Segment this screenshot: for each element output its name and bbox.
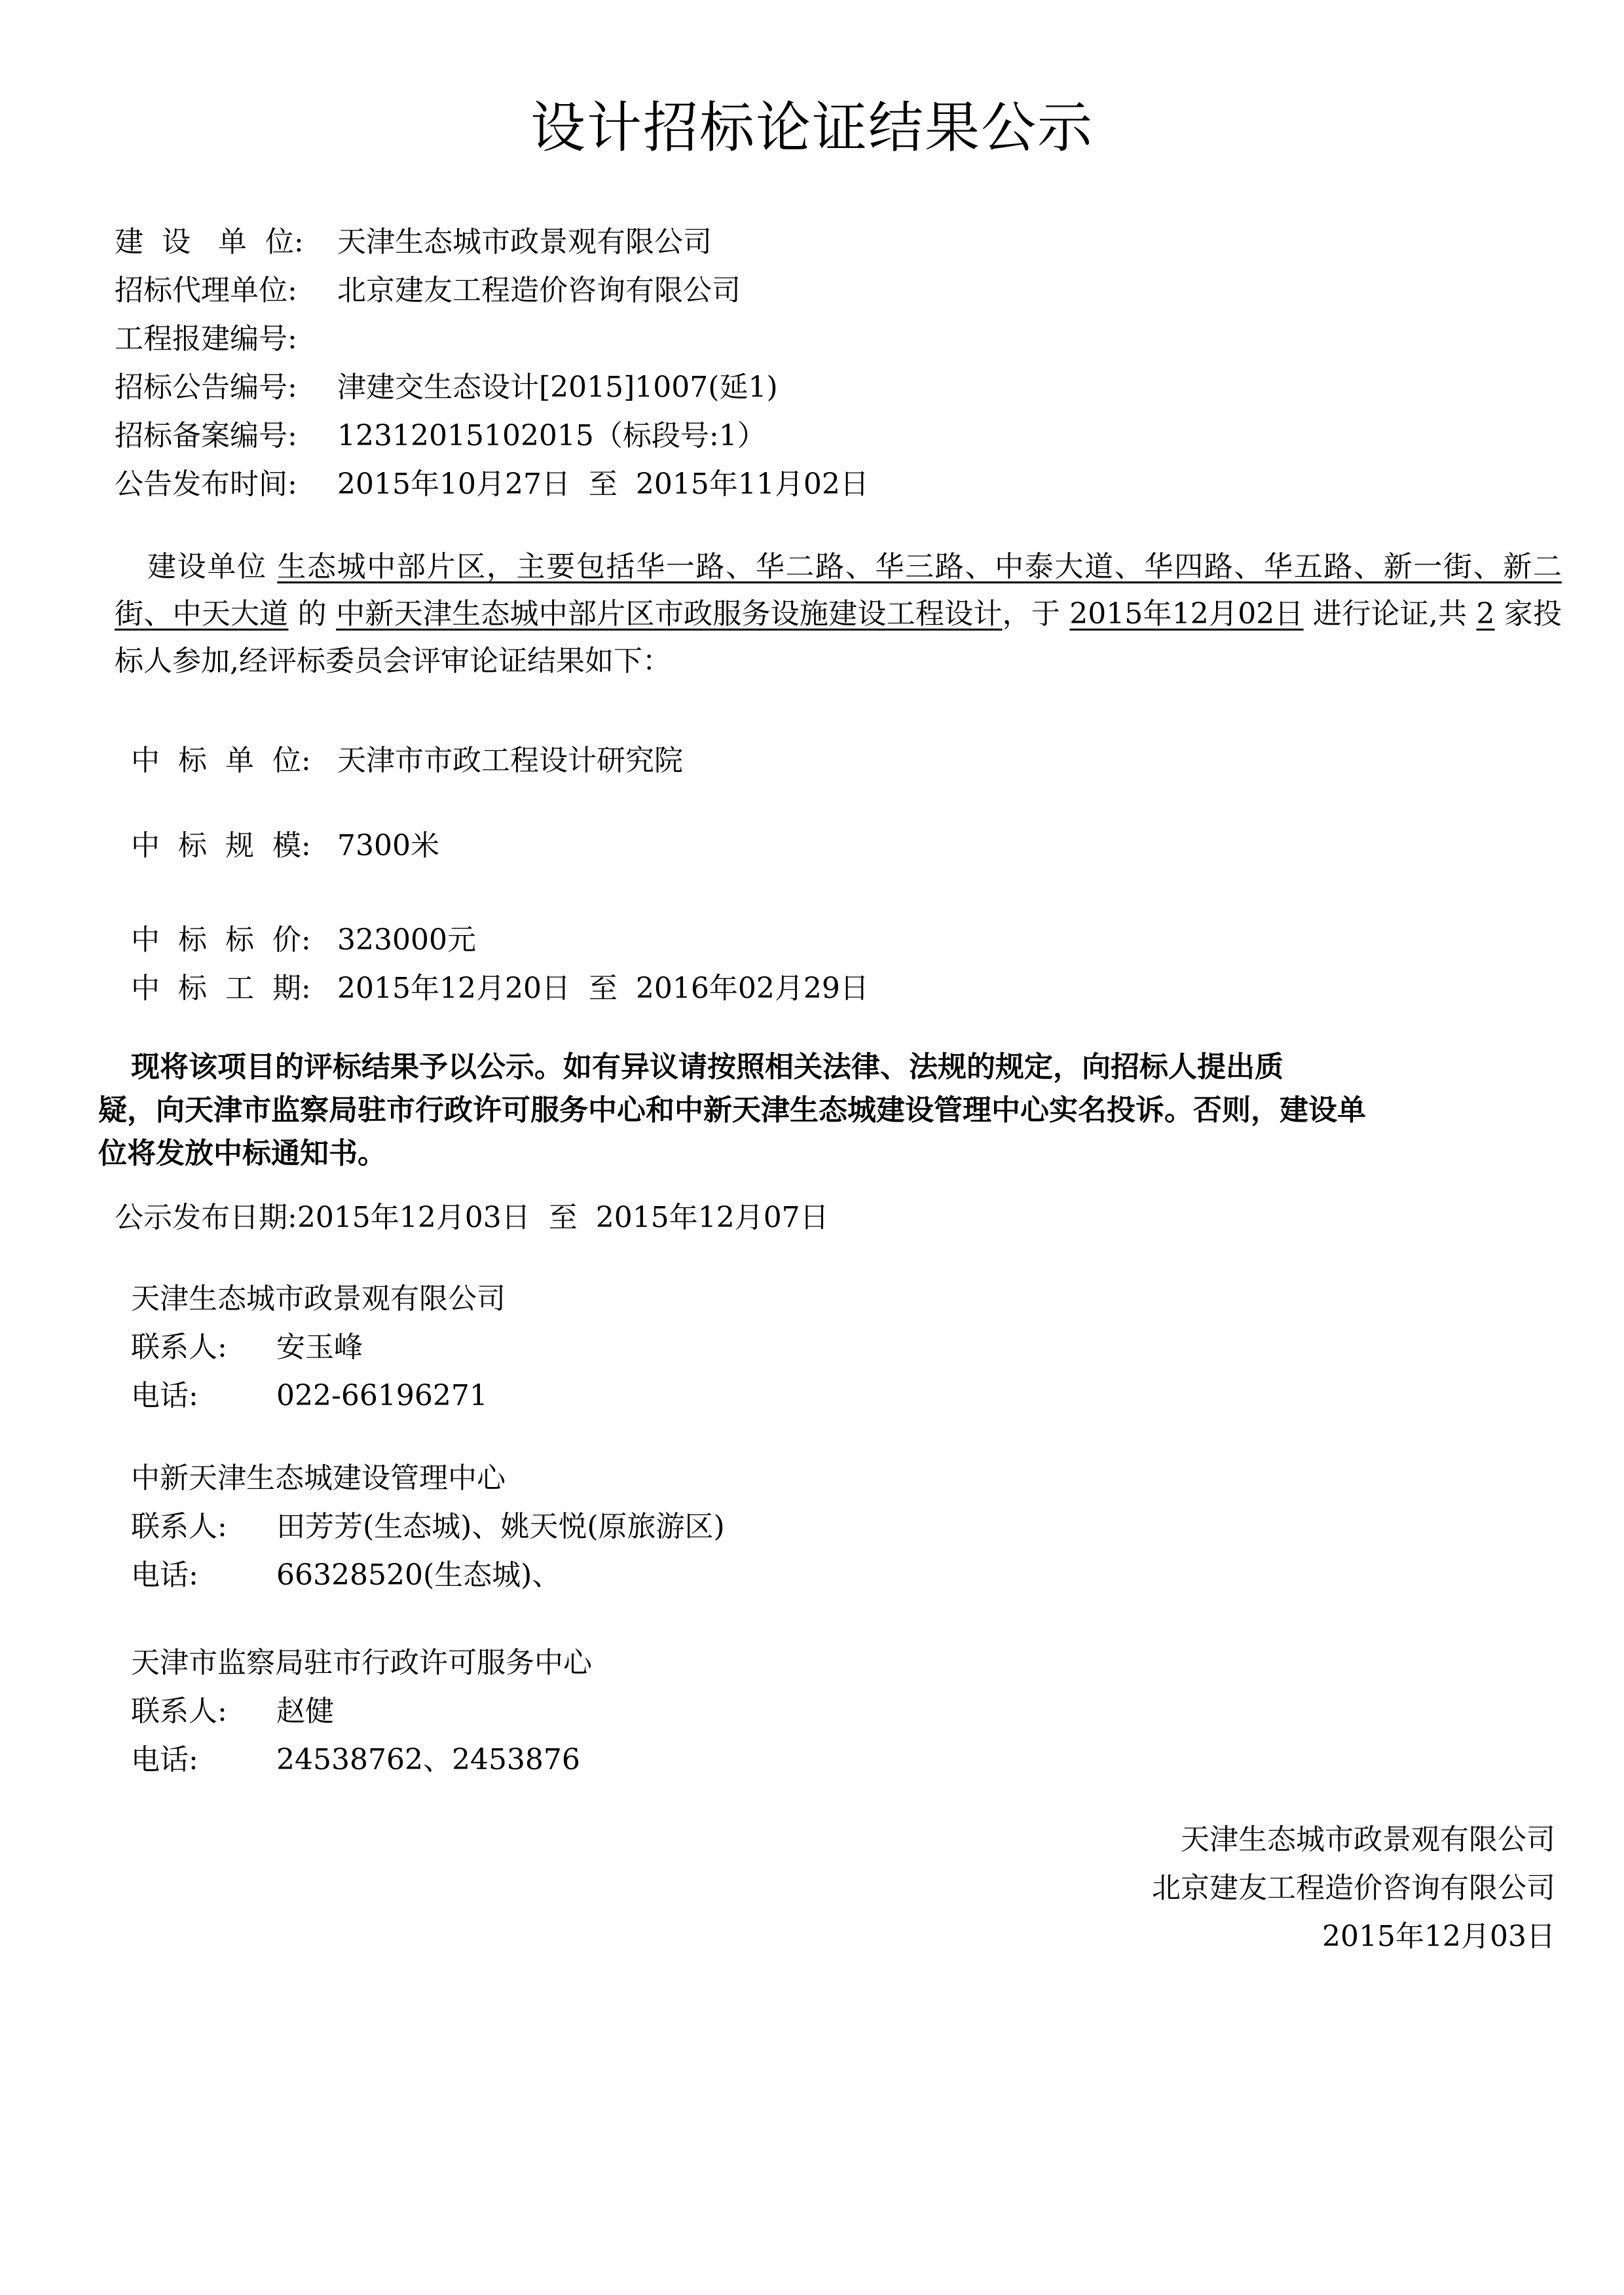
signature-date: 2015年12月03日 — [1322, 1920, 1555, 1953]
intro-at: ，于 — [1002, 597, 1061, 631]
period-label: 中 标 工 期: — [131, 972, 311, 1005]
price-label: 中 标 标 价: — [131, 923, 311, 957]
publish-time-label: 公告发布时间: — [115, 468, 297, 501]
publish-time-value: 2015年10月27日 至 2015年11月02日 — [337, 468, 869, 501]
announcement-line-2: 疑，向天津市监察局驻市行政许可服务中心和中新天津生态城建设管理中心实名投诉。否则，建设单 — [98, 1093, 1366, 1127]
contact-org-2: 中新天津生态城建设管理中心 — [131, 1461, 506, 1495]
intro-count: 2 — [1476, 597, 1495, 631]
notice-no-label: 招标公告编号: — [115, 371, 297, 404]
contact-org-1: 天津生态城市政景观有限公司 — [131, 1282, 506, 1315]
announcement-line-1: 现将该项目的评标结果予以公示。如有异议请按照相关法律、法规的规定，向招标人提出质 — [131, 1050, 1283, 1084]
contact-person-row-2 — [131, 1507, 725, 1547]
period-row — [131, 969, 869, 1008]
contact-phone: 66328520(生态城)、 — [276, 1558, 561, 1592]
contact-phone-row-2 — [131, 1556, 561, 1595]
intro-project: 中新天津生态城中部片区市政服务设施建设工程设计 — [336, 597, 1003, 631]
intro-location: 生态城中部片区，主要包括华一路、华二路、华三路、中泰大道、华四路、华五路、新一街、新二街、中天大道 — [115, 550, 1562, 631]
publicity-label: 公示发布日期: — [115, 1201, 297, 1234]
notice-no-row — [115, 368, 778, 407]
contact-org-3: 天津市监察局驻市行政许可服务中心 — [131, 1646, 592, 1680]
agent-value: 北京建友工程造价咨询有限公司 — [337, 274, 741, 307]
contact-phone: 022-66196271 — [276, 1379, 488, 1412]
contact-person-label: 联系人: — [131, 1695, 227, 1728]
contact-phone: 24538762、2453876 — [276, 1743, 580, 1776]
contact-phone-label: 电话: — [131, 1743, 198, 1776]
contact-phone-row-1 — [131, 1376, 488, 1416]
winner-row — [131, 741, 683, 780]
intro-paragraph — [115, 543, 1562, 685]
record-no-value: 12312015102015（标段号:1） — [337, 419, 766, 452]
contact-person-label: 联系人: — [131, 1331, 227, 1364]
scale-row — [131, 826, 439, 866]
contact-phone-label: 电话: — [131, 1558, 198, 1592]
contact-phone-label: 电话: — [131, 1379, 198, 1412]
build-unit-value: 天津生态城市政景观有限公司 — [337, 225, 712, 259]
contact-person-row-3 — [131, 1692, 334, 1731]
contact-person: 赵健 — [276, 1695, 334, 1728]
intro-suffix2: 家投标人参加,经评标委员会评审论证结果如下： — [115, 597, 1562, 678]
notice-no-value: 津建交生态设计[2015]1007(延1) — [337, 371, 778, 404]
scale-label: 中 标 规 模: — [131, 829, 311, 862]
scale-value: 7300米 — [337, 829, 439, 862]
record-no-row — [115, 416, 766, 456]
project-no-label: 工程报建编号: — [115, 322, 297, 356]
intro-of: 的 — [297, 597, 327, 631]
signature-org-2: 北京建友工程造价咨询有限公司 — [1152, 1871, 1555, 1905]
build-unit-label: 建 设 单 位: — [115, 225, 304, 259]
price-row — [131, 921, 476, 960]
agent-row — [115, 271, 741, 310]
build-unit-row — [115, 223, 712, 262]
project-no-row — [115, 320, 337, 359]
page-title: 设计招标论证结果公示 — [530, 96, 1094, 160]
intro-prefix: 建设单位 — [147, 550, 267, 583]
publicity-row — [115, 1198, 829, 1238]
agent-label: 招标代理单位: — [115, 274, 297, 307]
record-no-label: 招标备案编号: — [115, 419, 297, 452]
intro-date: 2015年12月02日 — [1069, 597, 1304, 631]
period-value: 2015年12月20日 至 2016年02月29日 — [337, 972, 869, 1005]
winner-label: 中 标 单 位: — [131, 744, 311, 777]
signature-org-1: 天津生态城市政景观有限公司 — [1181, 1823, 1555, 1856]
publicity-value: 2015年12月03日 至 2015年12月07日 — [297, 1201, 829, 1234]
price-value: 323000元 — [337, 923, 476, 957]
intro-suffix1: 进行论证,共 — [1312, 597, 1467, 631]
publish-time-row — [115, 465, 869, 504]
announcement-line-3: 位将发放中标通知书。 — [98, 1137, 386, 1170]
winner-value: 天津市市政工程设计研究院 — [337, 744, 683, 777]
contact-person: 田芳芳(生态城)、姚天悦(原旅游区) — [276, 1510, 725, 1543]
contact-person-label: 联系人: — [131, 1510, 227, 1543]
contact-phone-row-3 — [131, 1740, 580, 1780]
contact-person-row-1 — [131, 1328, 363, 1367]
contact-person: 安玉峰 — [276, 1331, 363, 1364]
